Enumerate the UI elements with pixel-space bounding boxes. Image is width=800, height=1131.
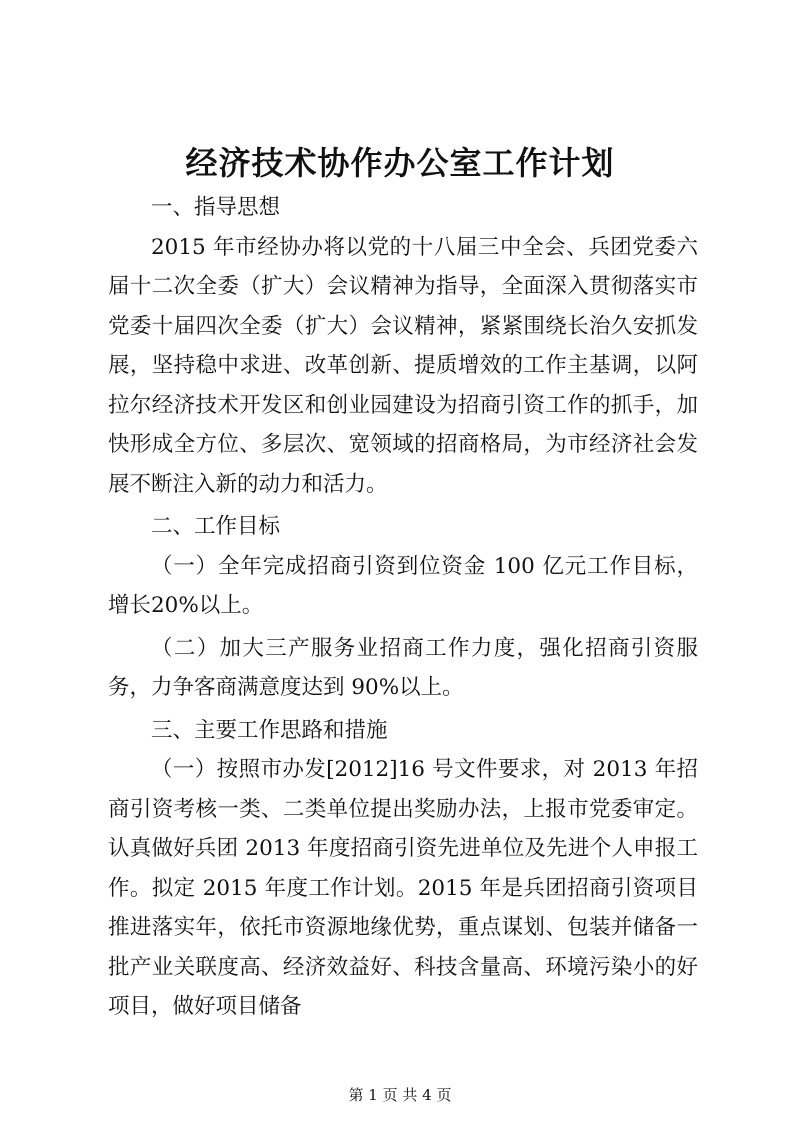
document-title: 经济技术协作办公室工作计划 — [185, 144, 615, 182]
section-heading-guiding-thought: 一、指导思想 — [151, 195, 281, 220]
paragraph-goal-2: （二）加大三产服务业招商工作力度，强化招商引资服务，力争客商满意度达到 90%以上。 — [108, 635, 698, 700]
paragraph-goal-1: （一）全年完成招商引资到位资金 100 亿元工作目标，增长20%以上。 — [108, 553, 698, 618]
section-heading-main-measures: 三、主要工作思路和措施 — [151, 717, 388, 743]
page-footer: 第 1 页 共 4 页 — [348, 1086, 452, 1104]
document-body — [108, 188, 698, 1027]
paragraph-guiding-thought: 2015 年市经协办将以党的十八届三中全会、兵团党委六届十二次全委（扩大）会议精神为指导，全面深入贯彻落实市党委十届四次全委（扩大）会议精神，紧紧围绕长治久安抓发展，坚持稳中求进、改革创新、提质增效的工作主基调，以阿拉尔经济技术开发区和创业园建设为招商引资工作的抓手，加快形成全方位、多层次、宽领域的招商格局，为市经济社会发展不断注入新的动力和活力。 — [108, 234, 698, 497]
paragraph-measure-1: （一）按照市办发[2012]16 号文件要求，对 2013 年招商引资考核一类、二类单位提出奖励办法，上报市党委审定。认真做好兵团 2013 年度招商引资先进单位及先进个人申报工作。拟定 2015 年度工作计划。2015 年是兵团招商引资项目推进落实年，依托市资源地缘优势，重点谋划、包装并储备一批产业关联度高、经济效益好、科技含量高、环境污染小的好项目，做好项目储备 — [108, 757, 698, 1019]
section-heading-work-goals: 二、工作目标 — [151, 514, 281, 539]
